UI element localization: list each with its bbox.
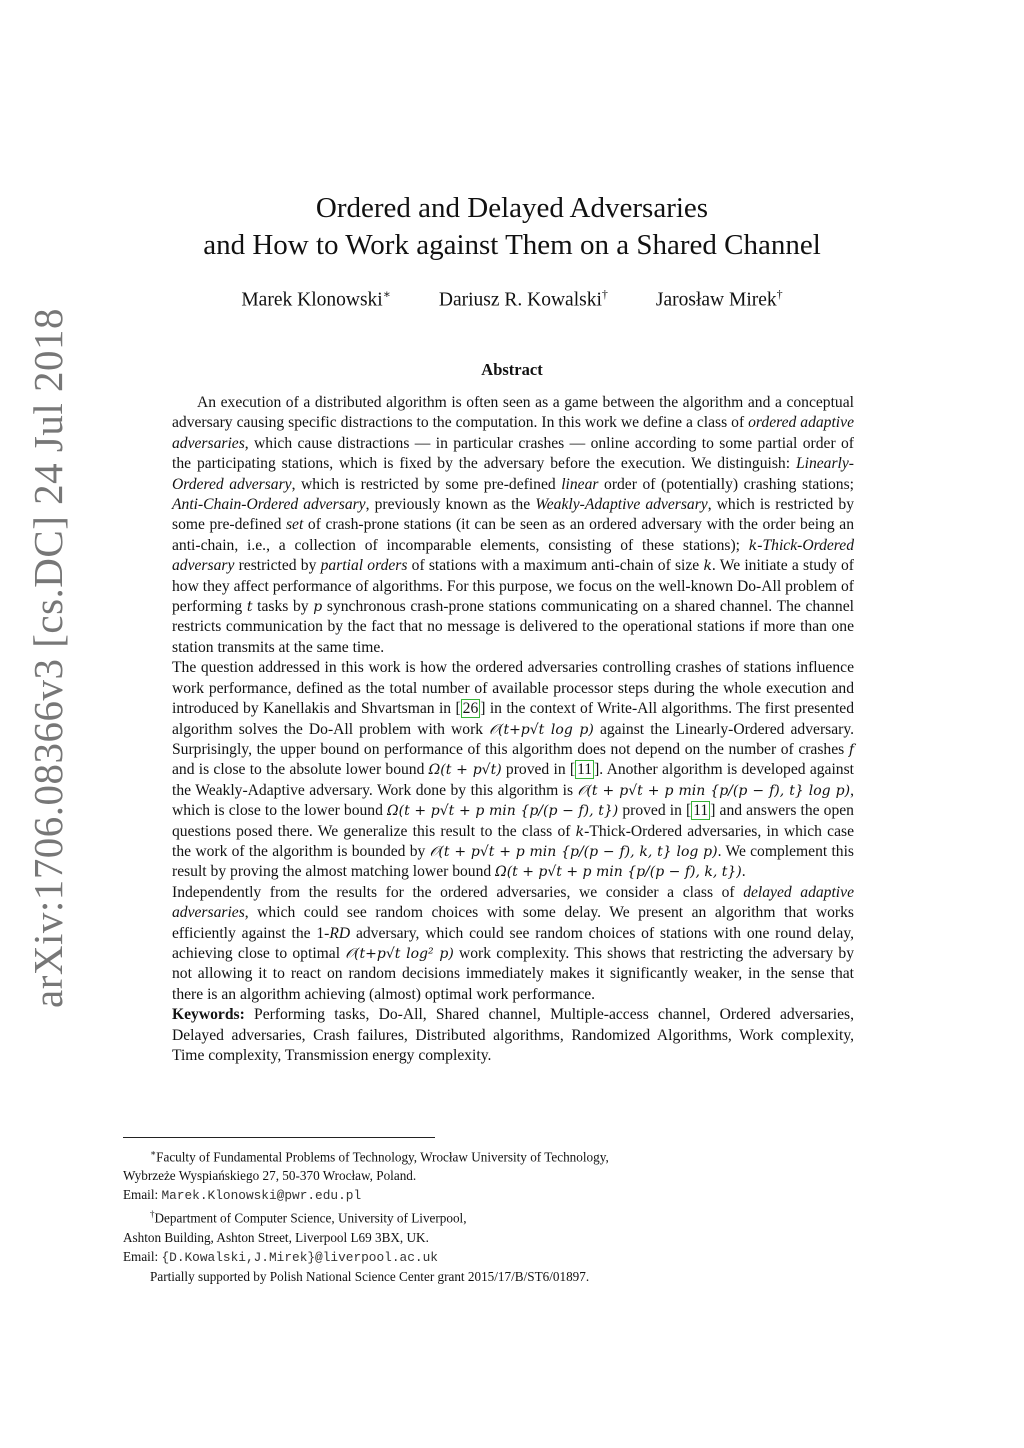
footnote-1-email: Email: Marek.Klonowski@pwr.edu.pl [123, 1187, 362, 1204]
citation-11[interactable]: 11 [693, 802, 709, 820]
abstract-body [172, 393, 854, 1066]
abstract-paragraph-1: An execution of a distributed algorithm is often seen as a game between the algorithm and a conceptual adversary causing specific distractions to the computation. In this work we define a class of ordered adaptive adversaries, which cause distractions — in particular crashes — online according to some partial order of the participating stations, which is fixed by the adversary before the execution. We distinguish: Linearly-Ordered adversary, which is restricted by some pre-defined linear order of (potentially) crashing stations; Anti-Chain-Ordered adversary, previously known as the Weakly-Adaptive adversary, which is restricted by some pre-defined set of crash-prone stations (it can be seen as an ordered adversary with the order being an anti-chain, i.e., a collection of incomparable elements, consisting of these stations); k-Thick-Ordered adversary restricted by partial orders of stations with a maximum anti-chain of size k. We initiate a study of how they affect performance of algorithms. For this purpose, we focus on the well-known Do-All problem of performing t tasks by p synchronous crash-prone stations communicating on a shared channel. The channel restricts communication by the fact that no message is delivered to the operational stations if more than one station transmits at the same time. [172, 394, 855, 656]
author-2: Dariusz R. Kowalski† [438, 287, 608, 311]
citation-11[interactable]: 11 [577, 761, 593, 779]
email-link-2[interactable]: {D.Kowalski,J.Mirek}@liverpool.ac.uk [161, 1249, 438, 1265]
title-line-2: and How to Work against Them on a Shared Channel [203, 229, 821, 261]
email-link-1[interactable]: Marek.Klonowski@pwr.edu.pl [161, 1188, 362, 1204]
keywords [172, 1005, 854, 1066]
footnote-divider [123, 1137, 435, 1138]
author-1: Marek Klonowski∗ [241, 287, 391, 311]
footnote-1-line-1: ∗Faculty of Fundamental Problems of Technology, Wrocław University of Technology, [150, 1148, 609, 1165]
abstract-heading: Abstract [481, 360, 543, 379]
footnote-2-line-1: †Department of Computer Science, University of Liverpool, [150, 1209, 467, 1226]
author-3: Jarosław Mirek† [655, 287, 783, 311]
footnotes [123, 1137, 843, 1286]
footnote-1-line-2: Wybrzeże Wyspiańskiego 27, 50-370 Wrocław, Poland. [123, 1168, 417, 1184]
title-line-1: Ordered and Delayed Adversaries [315, 192, 709, 224]
abstract-paragraph-2: The question addressed in this work is how the ordered adversaries controlling crashes of stations influence work performance, defined as the total number of available processor steps during the whole execution and introduced by Kanellakis and Shvartsman in [ 26 ] in the context of Write-All algorithms. The first presented algorithm solves the Do-All problem with work 𝒪(t+p√t log p) against the Linearly-Ordered adversary. Surprisingly, the upper bound on performance of this algorithm does not depend on the number of crashes f and is close to the absolute lower bound Ω(t + p√t) proved in [ 11 ]. Another algorithm is developed against the Weakly-Adaptive adversary. Work done by this algorithm is 𝒪(t + p√t + p min {p/(p − f), t} log p), which is close to the lower bound Ω(t + p√t + p min {p/(p − f), t}) proved in [ 11 ] and answers the open questions posed there. We generalize this result to the class of k-Thick-Ordered adversaries, in which case the work of the algorithm is bounded by 𝒪(t + p√t + p min {p/(p − f), k, t} log p). We complement this result by proving the almost matching lower bound Ω(t + p√t + p min {p/(p − f), k, t}). [172, 659, 855, 881]
keywords-text: Performing tasks, Do-All, Shared channel, Multiple-access channel, Ordered adversaries, Delayed adversaries, Crash failures, Distributed algorithms, Randomized Algorithms, Work complexity, Time complexity, Transmission energy complexity. [172, 1006, 854, 1064]
footnote-2-email: Email: {D.Kowalski,J.Mirek}@liverpool.ac.uk [123, 1248, 438, 1265]
arxiv-stamp [20, 262, 76, 1054]
grant-note: Partially supported by Polish National Science Center grant 2015/17/B/ST6/01897. [150, 1268, 590, 1284]
arxiv-stamp-text: arXiv:1706.08366v3 [cs.DC] 24 Jul 2018 [25, 307, 72, 1009]
paper-title [0, 190, 1024, 264]
keywords-label: Keywords: [172, 1006, 245, 1024]
author-list [0, 287, 1024, 312]
abstract-paragraph-3: Independently from the results for the ordered adversaries, we consider a class of delayed adaptive adversaries, which could see random choices with some delay. We present an algorithm that works efficiently against the 1-RD adversary, which could see random choices of stations with one round delay, achieving close to optimal 𝒪(t+p√t log² p) work complexity. This shows that restricting the adversary by not allowing it to react on random decisions immediately makes it significantly weaker, in the sense that there is an algorithm achieving (almost) optimal work performance. [172, 883, 854, 1003]
citation-26[interactable]: 26 [462, 700, 479, 718]
footnote-2-line-2: Ashton Building, Ashton Street, Liverpool L69 3BX, UK. [123, 1229, 429, 1245]
